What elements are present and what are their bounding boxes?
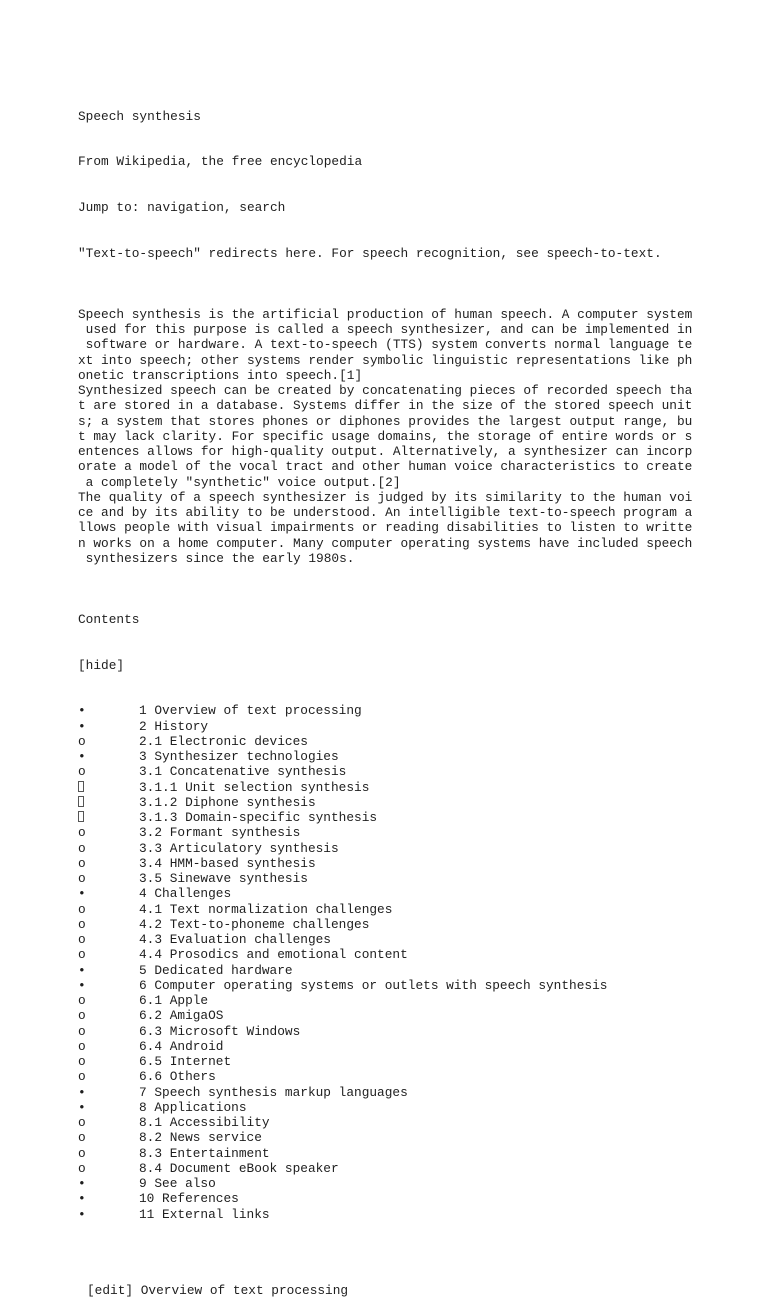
circle-bullet-icon: o (78, 947, 86, 963)
toc-item[interactable] (78, 1146, 738, 1161)
toc-item-label[interactable]: 6.2 AmigaOS (139, 1008, 224, 1024)
dot-bullet-icon: • (78, 1206, 86, 1222)
paragraph-line: Synthesized speech can be created by concatenating pieces of recorded speech tha (78, 383, 693, 398)
toc-item-label[interactable]: 6.3 Microsoft Windows (139, 1023, 301, 1039)
toc-item-label[interactable]: 3.4 HMM-based synthesis (139, 855, 316, 871)
dot-bullet-icon: • (78, 962, 86, 978)
toc-item-label[interactable]: 3.5 Sinewave synthesis (139, 871, 308, 886)
toc-item[interactable] (78, 886, 738, 901)
paragraph-line: llows people with visual impairments or reading disabilities to listen to writte (78, 520, 693, 536)
contents-toggle[interactable]: [hide] (78, 657, 125, 673)
circle-bullet-icon: o (78, 764, 86, 780)
paragraph-line: The quality of a speech synthesizer is judged by its similarity to the human voi (78, 489, 693, 505)
square-bullet-icon (78, 781, 84, 792)
toc-item-label[interactable]: 4 Challenges (139, 886, 232, 902)
circle-bullet-icon: o (78, 1008, 86, 1024)
document-body (78, 78, 738, 1313)
circle-bullet-icon: o (78, 733, 86, 749)
section-heading[interactable]: [edit] Overview of text processing (87, 1282, 349, 1298)
toc-item-label[interactable]: 1 Overview of text processing (139, 703, 362, 719)
toc-item-label[interactable]: 2 History (139, 718, 209, 734)
circle-bullet-icon: o (78, 1115, 86, 1130)
toc-item[interactable] (78, 1039, 738, 1054)
toc-item-label[interactable]: 8.2 News service (139, 1130, 262, 1146)
dot-bullet-icon: • (78, 1084, 86, 1100)
toc-item[interactable] (78, 993, 738, 1008)
toc-item[interactable] (78, 1207, 738, 1222)
circle-bullet-icon: o (78, 1054, 86, 1069)
toc-item-label[interactable]: 4.3 Evaluation challenges (139, 932, 331, 947)
toc-item-label[interactable]: 10 References (139, 1191, 239, 1207)
toc-item[interactable] (78, 1130, 738, 1145)
paragraph-line: Speech synthesis is the artificial production of human speech. A computer system (78, 306, 693, 322)
toc-item[interactable] (78, 764, 738, 779)
toc-item[interactable] (78, 703, 738, 718)
square-bullet-icon (78, 811, 84, 822)
toc-item[interactable] (78, 1176, 738, 1191)
paragraph-line: entences allows for high-quality output. Alternatively, a synthesizer can incorp (78, 444, 693, 459)
square-bullet-icon (78, 796, 84, 807)
toc-item-label[interactable]: 6 Computer operating systems or outlets with speech synthesis (139, 977, 608, 993)
toc-item[interactable] (78, 1191, 738, 1206)
paragraph-line: n works on a home computer. Many computer operating systems have included speech (78, 535, 693, 551)
toc-item-label[interactable]: 3.1.3 Domain-specific synthesis (139, 810, 378, 825)
paragraph-line: a completely "synthetic" voice output.[2] (78, 474, 401, 490)
toc-item-label[interactable]: 8.1 Accessibility (139, 1115, 270, 1130)
dot-bullet-icon: • (78, 718, 86, 734)
circle-bullet-icon: o (78, 916, 86, 932)
toc-item-label[interactable]: 3.1.1 Unit selection synthesis (139, 779, 370, 795)
paragraph-line: t are stored in a database. Systems differ in the size of the stored speech unit (78, 398, 693, 414)
dot-bullet-icon: • (78, 749, 86, 764)
toc-item[interactable] (78, 749, 738, 764)
dot-bullet-icon: • (78, 886, 86, 902)
toc-item-label[interactable]: 8.4 Document eBook speaker (139, 1160, 339, 1176)
dot-bullet-icon: • (78, 703, 86, 719)
paragraph-line: s; a system that stores phones or diphones provides the largest output range, bu (78, 413, 693, 429)
paragraph-line: software or hardware. A text-to-speech (TTS) system converts normal language te (78, 337, 693, 353)
toc-item-label[interactable]: 9 See also (139, 1176, 216, 1191)
paragraph-line: used for this purpose is called a speech synthesizer, and can be implemented in (78, 322, 693, 337)
circle-bullet-icon: o (78, 932, 86, 947)
toc-item[interactable] (78, 1085, 738, 1100)
square-bullet-icon (78, 780, 128, 795)
toc-item[interactable] (78, 841, 738, 856)
toc-item-label[interactable]: 5 Dedicated hardware (139, 962, 293, 978)
toc-item-label[interactable]: 6.1 Apple (139, 993, 209, 1008)
toc-item-label[interactable]: 3.3 Articulatory synthesis (139, 840, 339, 856)
paragraph (78, 490, 738, 566)
toc-item-label[interactable]: 4.2 Text-to-phoneme challenges (139, 916, 370, 932)
circle-bullet-icon: o (78, 1023, 86, 1039)
paragraph (78, 383, 738, 490)
toc-item[interactable] (78, 963, 738, 978)
square-bullet-icon (78, 810, 128, 825)
toc-item-label[interactable]: 6.5 Internet (139, 1054, 232, 1069)
circle-bullet-icon: o (78, 825, 86, 841)
toc-item[interactable] (78, 810, 738, 825)
dot-bullet-icon: • (78, 977, 86, 993)
toc-item[interactable] (78, 719, 738, 734)
toc-item-label[interactable]: 3.1 Concatenative synthesis (139, 764, 347, 780)
circle-bullet-icon: o (78, 901, 86, 917)
toc-item-label[interactable]: 6.4 Android (139, 1038, 224, 1054)
circle-bullet-icon: o (78, 855, 86, 871)
toc-item-label[interactable]: 3.1.2 Diphone synthesis (139, 794, 316, 810)
toc-item[interactable] (78, 780, 738, 795)
toc-item-label[interactable]: 8.3 Entertainment (139, 1145, 270, 1161)
toc-item[interactable] (78, 1024, 738, 1039)
toc-item[interactable] (78, 1008, 738, 1023)
toc-item[interactable] (78, 871, 738, 886)
toc-item[interactable] (78, 825, 738, 840)
page-title: Speech synthesis (78, 108, 201, 124)
article-paragraphs (78, 307, 738, 566)
circle-bullet-icon: o (78, 1160, 86, 1176)
toc-item[interactable] (78, 1115, 738, 1130)
toc-item-label[interactable]: 4.4 Prosodics and emotional content (139, 947, 408, 963)
circle-bullet-icon: o (78, 1069, 86, 1085)
paragraph-line: xt into speech; other systems render symbolic linguistic representations like ph (78, 352, 693, 368)
paragraph-line: orate a model of the vocal tract and other human voice characteristics to create (78, 459, 693, 475)
circle-bullet-icon: o (78, 1038, 86, 1054)
paragraph-line: onetic transcriptions into speech.[1] (78, 367, 363, 383)
toc-item-label[interactable]: 7 Speech synthesis markup languages (139, 1084, 408, 1100)
dot-bullet-icon: • (78, 1176, 86, 1191)
circle-bullet-icon: o (78, 871, 86, 886)
toc-item[interactable] (78, 1069, 738, 1084)
paragraph (78, 307, 738, 383)
toc-item[interactable] (78, 902, 738, 917)
circle-bullet-icon: o (78, 840, 86, 856)
toc-item-label[interactable]: 4.1 Text normalization challenges (139, 901, 393, 917)
toc-item[interactable] (78, 1100, 738, 1115)
toc-item[interactable] (78, 1054, 738, 1069)
toc-item[interactable] (78, 795, 738, 810)
toc-item[interactable] (78, 917, 738, 932)
circle-bullet-icon: o (78, 993, 86, 1008)
redirect-note: "Text-to-speech" redirects here. For speech recognition, see speech-to-text. (78, 245, 662, 261)
jump-links: Jump to: navigation, search (78, 200, 286, 215)
circle-bullet-icon: o (78, 1130, 86, 1146)
toc-item[interactable] (78, 856, 738, 871)
square-bullet-icon (78, 795, 128, 810)
toc-item-label[interactable]: 3 Synthesizer technologies (139, 749, 339, 764)
contents-title: Contents (78, 611, 140, 627)
table-of-contents (78, 703, 738, 1222)
toc-item[interactable] (78, 1161, 738, 1176)
toc-item[interactable] (78, 932, 738, 947)
circle-bullet-icon: o (78, 1145, 86, 1161)
toc-item-label[interactable]: 3.2 Formant synthesis (139, 825, 301, 841)
dot-bullet-icon: • (78, 1099, 86, 1115)
toc-item[interactable] (78, 947, 738, 962)
toc-item-label[interactable]: 8 Applications (139, 1099, 247, 1115)
toc-item-label[interactable]: 11 External links (139, 1206, 270, 1222)
toc-item-label[interactable]: 2.1 Electronic devices (139, 733, 308, 749)
paragraph-line: synthesizers since the early 1980s. (78, 550, 355, 566)
paragraph-line: t may lack clarity. For specific usage domains, the storage of entire words or s (78, 428, 693, 444)
toc-item[interactable] (78, 734, 738, 749)
toc-item-label[interactable]: 6.6 Others (139, 1069, 216, 1085)
paragraph-line: ce and by its ability to be understood. An intelligible text-to-speech program a (78, 505, 693, 520)
dot-bullet-icon: • (78, 1191, 86, 1207)
toc-item[interactable] (78, 978, 738, 993)
page-subtitle: From Wikipedia, the free encyclopedia (78, 154, 363, 170)
